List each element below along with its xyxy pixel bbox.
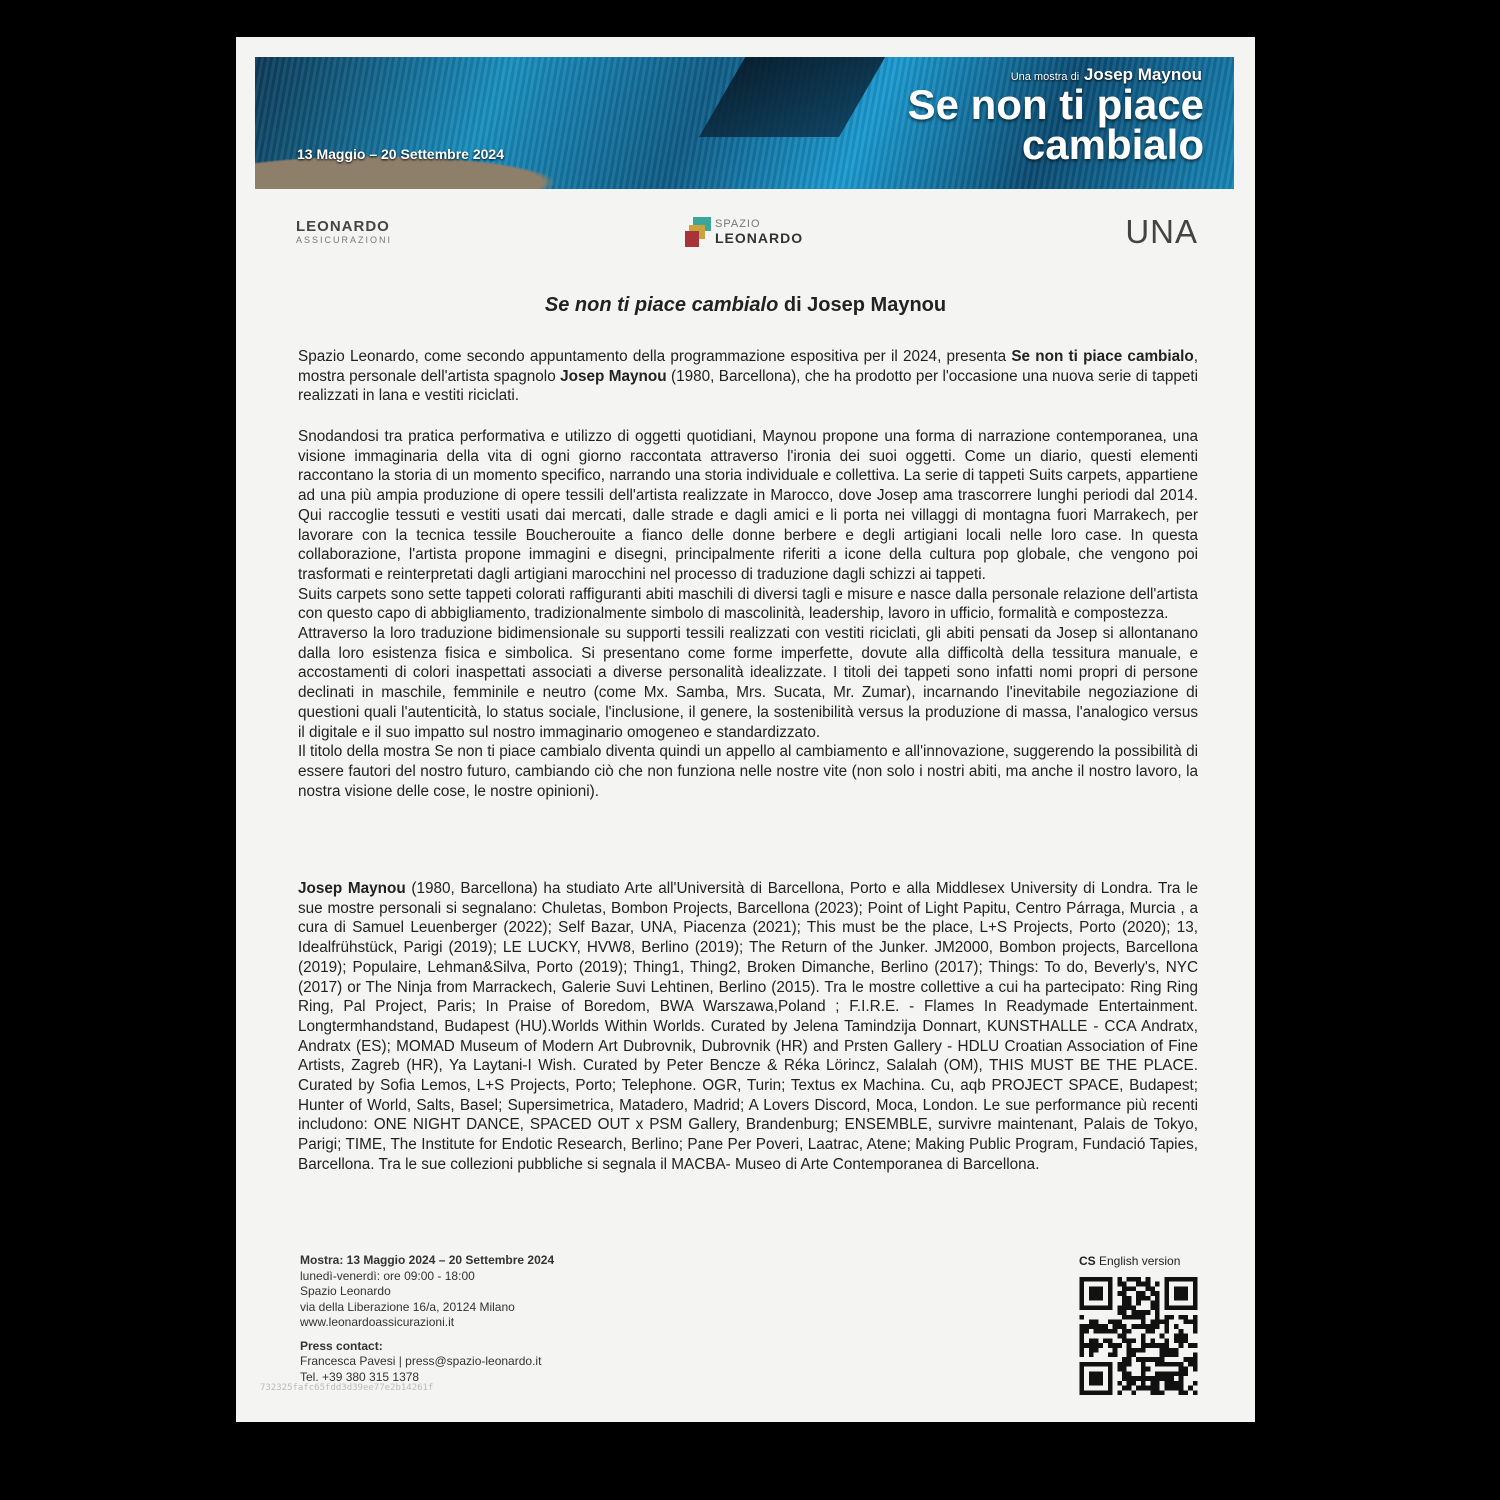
document-hash: 732325fafc65fdd3d39ee77e2b14261f: [260, 1383, 434, 1393]
description-paragraph: Il titolo della mostra Se non ti piace cambialo diventa quindi un appello al cambiamento e all'innovazione, suggerendo la possibilità di essere fautori del nostro futuro, cambiando ciò che non funziona nelle nostre vite (non solo i nostri abiti, ma anche il nostro lavoro, la nostra visione delle cose, le nostre opinioni).: [298, 743, 1198, 800]
banner-artwork: [699, 57, 891, 137]
leonardo-assicurazioni-logo: [296, 218, 392, 245]
intro-text-2: , mostra personale dell'artista spagnolo: [298, 348, 1198, 385]
opening-hours: lunedì-venerdì: ore 09:00 - 18:00: [300, 1268, 475, 1283]
website-link[interactable]: www.leonardoassicurazioni.it: [300, 1315, 455, 1329]
description-paragraph: Attraverso la loro traduzione bidimensionale su supporti tessili realizzati con vestiti riciclati, gli abiti pensati da Josep si allontanano dalla loro esistenza fisica e simbolica. Si presentano come forme imperfette, dovute alla difficoltà della tessitura manuale, e accostamenti di colori inaspettati associati a diverse personalità idealizzate. I titoli dei tappeti sono infatti nomi propri di persone declinati in maschile, femminile e neutro (come Mx. Samba, Mrs. Sucata, Mr. Zumar), incarnando l'inevitabile negoziazione di questioni quali l'autenticità, lo status sociale, l'inclusione, il genere, la sostenibilità versus la produzione di massa, l'analogico versus il digitale e il suo impatto sul nostro immaginario omogeneo e standardizzato.: [298, 625, 1198, 741]
spazio-leonardo-logo: [685, 217, 803, 247]
qr-code-icon[interactable]: [1076, 1277, 1201, 1395]
banner-dates: 13 Maggio – 20 Settembre 2024: [297, 146, 504, 162]
description-paragraph: Suits carpets sono sette tappeti colorati raffiguranti abiti maschili di diversi tagli e misure e nasce dalla personale relazione dell'artista con questo capo di abbigliamento, tradizionalmente simbolo di mascolinità, leadership, lavoro in ufficio, formalità e compostezza.: [298, 585, 1198, 623]
header-banner: [255, 57, 1234, 189]
logo-left-line2: ASSICURAZIONI: [296, 235, 393, 245]
intro-text-1: Spazio Leonardo, come secondo appuntamento della programmazione espositiva per il 2024, presenta: [298, 348, 1012, 365]
logo-left-line1: LEONARDO: [296, 218, 390, 235]
press-contact-phone: Tel. +39 380 315 1378: [300, 1369, 420, 1384]
intro-bold-artist: Josep Maynou: [560, 367, 667, 385]
pretitle-small: Una mostra di: [1010, 71, 1080, 83]
venue-name: Spazio Leonardo: [300, 1284, 391, 1298]
banner-title-line1: Se non ti piace: [907, 81, 1204, 128]
title-italic: Se non ti piace cambialo: [544, 294, 779, 316]
press-contact-email[interactable]: Francesca Pavesi | press@spazio-leonardo.it: [300, 1354, 542, 1368]
intro-paragraph: [298, 347, 1198, 406]
bio-artist-name: Josep Maynou: [298, 880, 406, 897]
bio-text: (1980, Barcellona) ha studiato Arte all'Università di Barcellona, Porto e alla Middlesex University di Londra. Tra le sue mostre personali si segnalano: Chuletas, Bombon Projects, Barcellona (2023); Point of Light Papitu, Centro Párraga, Murcia , a cura di Samuel Leuenberger (2022); Self Bazar, UNA, Piacenza (2021); This must be the place, L+S Projects, Porto (2020); 13, Idealfrühstück, Parigi (2019); LE LUCKY, HVW8, Berlino (2019); The Return of the Junker. JM2000, Bombon projects, Barcellona (2019); Populaire, Lehman&Silva, Porto (2019); Thing1, Thing2, Broken Dimanche, Berlino (2017); Things: To do, Beverly's, NYC (2017) or The Ninja from Marrackech, Galerie Suvi Lehtinen, Berlino (2015). Tra le mostre collettive a cui ha partecipato: Ring Ring Ring, Pal Project, Paris; In Praise of Boredom, BWA Warszawa,Poland ; F.I.R.E. - Flames In Readymade Entertainment. Longtermhandstand, Budapest (HU).Worlds Within Worlds. Curated by Jelena Tamindzija Donnart, KUNSTHALLE - CCA Andratx, Andratx (ES); MOMAD Museum of Modern Art Dubrovnik, Dubrovnik (HR) and Prsten Gallery - HDLU Croatian Association of Fine Artists, Zagreb (HR), Ya Laytani-I Wish. Curated by Peter Bencze & Réka Lörincz, Salalah (OM), THIS MUST BE THE PLACE. Curated by Sofia Lemos, L+S Projects, Porto; Telephone. OGR, Turin; Textus ex Machina. Cu, aqb PROJECT SPACE, Budapest; Hunter of World, Salts, Basel; Supersimetrica, Matadero, Madrid; A Lovers Discord, Moca, London. Le sue performance più recenti includono: ONE NIGHT DANCE, SPACED OUT x PSM Gallery, Brandenburg; ENSEMBLE, survivre maintenant, Palais de Tokyo, Parigi; TIME, The Institute for Endotic Research, Berlino; Pane Per Poveri, Laatrac, Atene; Making Public Program, Fundació Tapies, Barcellona. Tra le sue collezioni pubbliche si segnala il MACBA- Museo di Arte Contemporanea di Barcellona.: [298, 880, 1198, 1173]
description-section: [298, 427, 1198, 801]
qr-label: [1079, 1254, 1180, 1268]
pretitle-name: Josep Maynou: [1083, 65, 1202, 84]
press-release-sheet: [236, 37, 1255, 1422]
banner-title-line2: cambialo: [1021, 121, 1204, 168]
bio-paragraph: [298, 879, 1198, 1175]
intro-text-3: (1980, Barcellona), che ha prodotto per l'occasione una nuova serie di tappeti realizzati in lana e vestiti riciclati.: [298, 367, 1198, 405]
logo-mid-line2: LEONARDO: [715, 230, 804, 246]
title-rest: di Josep Maynou: [778, 294, 947, 316]
description-paragraph: Snodandosi tra pratica performativa e utilizzo di oggetti quotidiani, Maynou propone una forma di narrazione contemporanea, una visione immaginaria della vita di ogni giorno raccontata attraverso l'ironia dei suoi oggetti. Come un diario, questi elementi raccontano la storia di un momento specifico, narrando una storia individuale e collettiva. La serie di tappeti Suits carpets, appartiene ad una più ampia produzione di opere tessili dell'artista realizzate in Marocco, dove Josep ama trascorrere lunghi periodi dal 2014. Qui raccoglie tessuti e vestiti usati dai mercati, dalle strade e dagli amici e li porta nei villaggi di montagna fuori Marrakech, per lavorare con la tecnica tessile Boucherouite a fianco delle donne berbere e degli artigiani locali nelle loro case. In questa collaborazione, l'artista propone immagini e disegni, principalmente riferiti a icone della cultura pop globale, che vengono poi trasformati e reinterpretati dagli artigiani marocchini nel processo di traduzione dagli schizzi ai tappeti.: [298, 428, 1198, 583]
show-dates-label: Mostra: 13 Maggio 2024 – 20 Settembre 2024: [300, 1253, 555, 1267]
logo-mid-line1: SPAZIO: [715, 218, 761, 230]
exhibition-info: [300, 1253, 554, 1385]
qr-label-text: English version: [1095, 1254, 1181, 1268]
spazio-leonardo-mark-icon: [685, 217, 711, 247]
venue-address: via della Liberazione 16/a, 20124 Milano: [300, 1299, 515, 1314]
banner-title: [907, 81, 1204, 168]
una-logo: UNA: [1125, 213, 1198, 250]
intro-bold-title: Se non ti piace cambialo: [1011, 348, 1194, 365]
qr-label-bold: CS: [1079, 1254, 1096, 1268]
document-title: [236, 294, 1255, 317]
press-contact-label: Press contact:: [300, 1338, 383, 1353]
